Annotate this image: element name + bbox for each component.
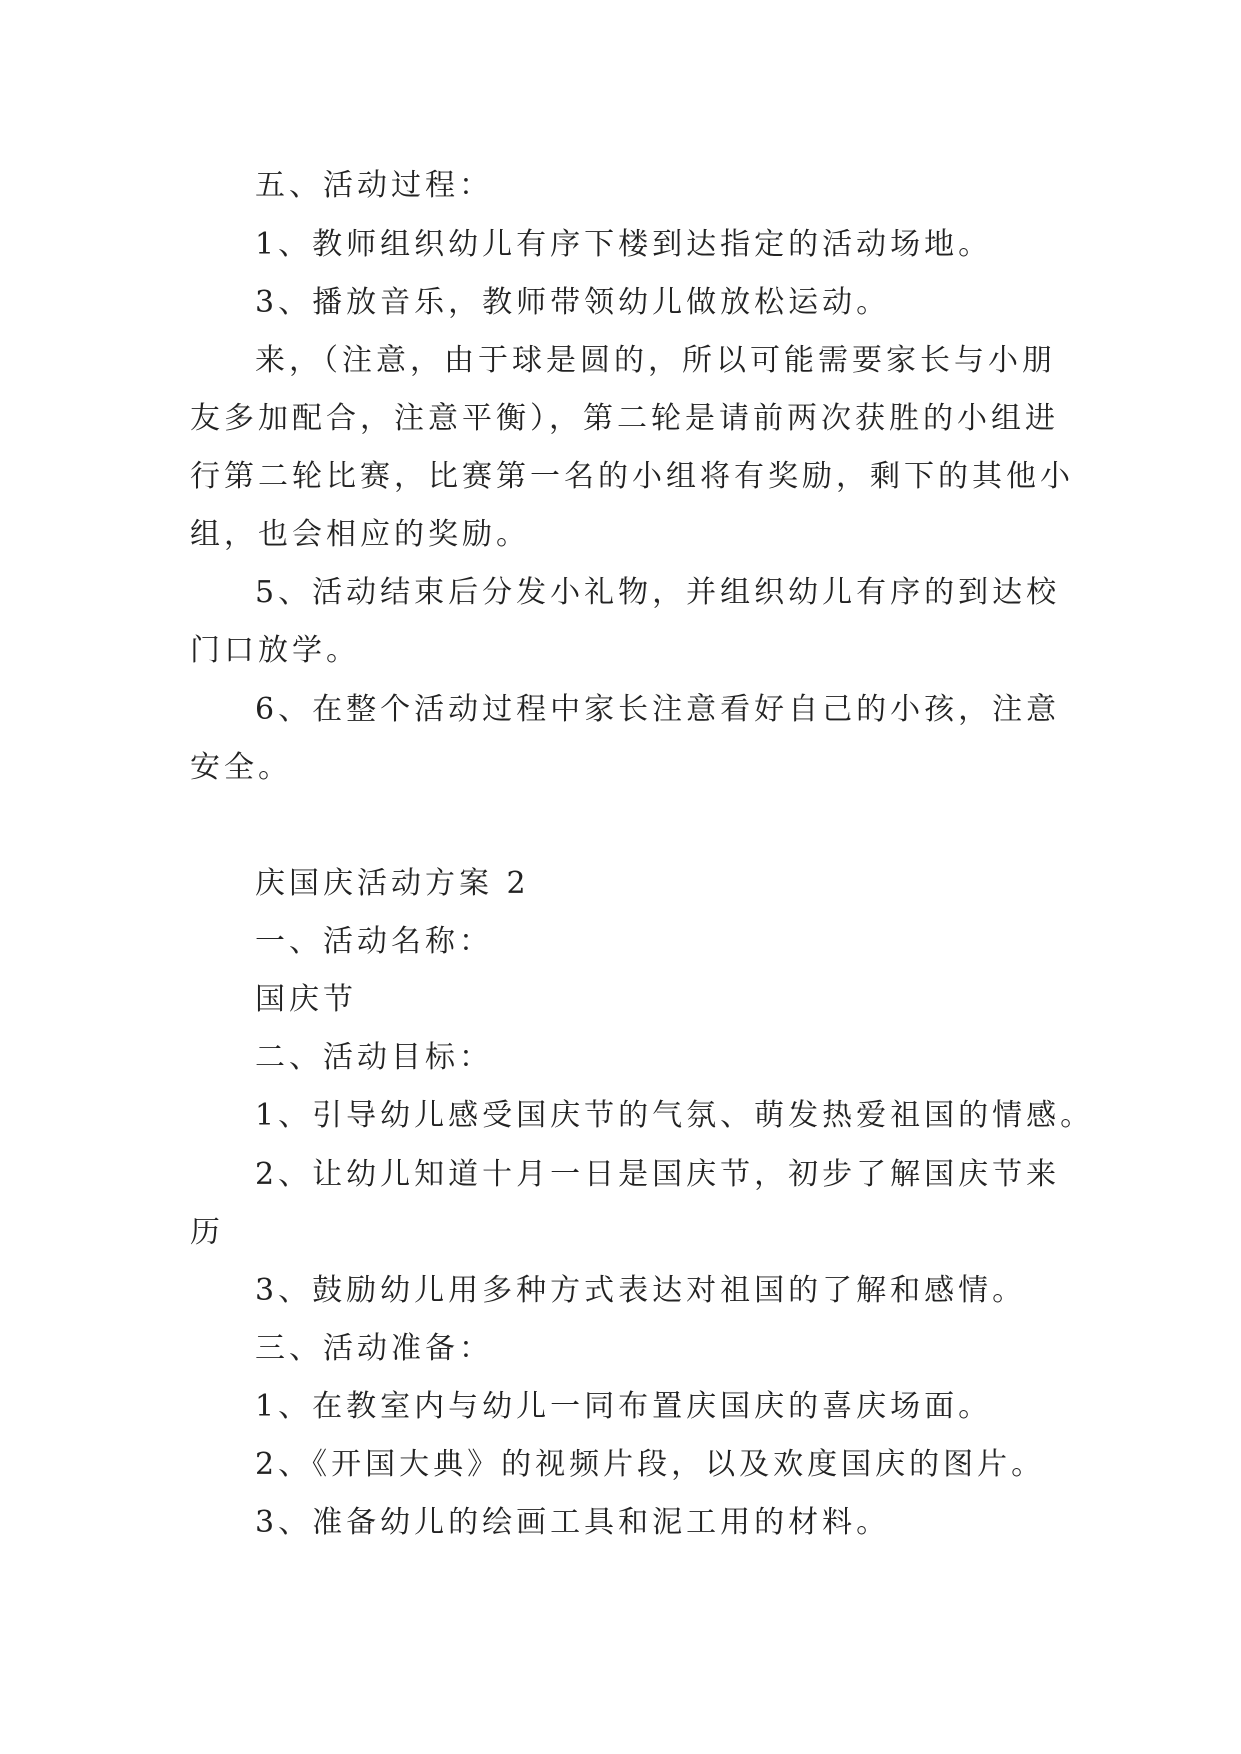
preparation-item-1: 1、在教室内与幼儿一同布置庆国庆的喜庆场面。 (255, 1389, 993, 1424)
paragraph-line: 历 (190, 1215, 224, 1250)
paragraph-line: 组，也会相应的奖励。 (190, 517, 530, 552)
paragraph-step-5: 5、活动结束后分发小礼物，并组织幼儿有序的到达校 (255, 575, 1061, 610)
paragraph-line: 门口放学。 (190, 633, 360, 668)
paragraph-step-6: 6、在整个活动过程中家长注意看好自己的小孩，注意 (255, 692, 1061, 727)
goal-item-3: 3、鼓励幼儿用多种方式表达对祖国的了解和感情。 (255, 1273, 1027, 1308)
goal-item-2: 2、让幼儿知道十月一日是国庆节，初步了解国庆节来 (255, 1157, 1061, 1192)
paragraph-line: 安全。 (190, 750, 292, 785)
paragraph-line: 友多加配合，注意平衡），第二轮是请前两次获胜的小组进 (190, 401, 1059, 436)
activity-name-value: 国庆节 (255, 982, 357, 1017)
paragraph-line: 来，（注意，由于球是圆的，所以可能需要家长与小朋 (255, 343, 1056, 378)
preparation-item-2: 2、《开国大典》的视频片段，以及欢度国庆的图片。 (255, 1447, 1046, 1482)
paragraph-step-3: 3、播放音乐，教师带领幼儿做放松运动。 (255, 285, 891, 320)
section-heading-activity-name: 一、活动名称： (255, 924, 493, 959)
goal-item-1: 1、引导幼儿感受国庆节的气氛、萌发热爱祖国的情感。 (255, 1098, 1095, 1133)
paragraph-step-1: 1、教师组织幼儿有序下楼到达指定的活动场地。 (255, 227, 993, 262)
preparation-item-3: 3、准备幼儿的绘画工具和泥工用的材料。 (255, 1505, 891, 1540)
document-section-title: 庆国庆活动方案 2 (255, 866, 530, 901)
paragraph-line: 行第二轮比赛，比赛第一名的小组将有奖励，剩下的其他小 (190, 459, 1074, 494)
section-heading-activity-goals: 二、活动目标： (255, 1040, 493, 1075)
section-heading-activity-preparation: 三、活动准备： (255, 1331, 493, 1366)
section-heading-activity-process: 五、活动过程： (255, 168, 493, 203)
